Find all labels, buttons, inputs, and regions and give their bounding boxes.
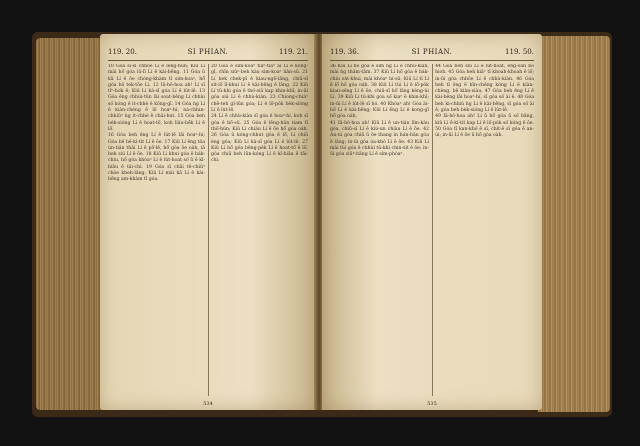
left-page-columns (108, 64, 308, 396)
left-header-ref-right: 119. 21. (279, 48, 308, 56)
right-column-1 (330, 64, 429, 396)
right-header-title: SI PHIAN. (411, 48, 453, 56)
text-block: 10 Góa si-sì chhōe Lí ê lêng-hûn; Kiû Lí mài hō͘ góa iû-lī Lí ê kài-bēng. 11 Góa ū kā Lí ê ōe chóng-khàm tī sim-koaⁿ, hō͘ góa bô tek-tōe Lí. 12 Iâ-hô-hoa ah! Lí sī tîⁿ-ho͘k ê; Kiû Lí kà-sī góa Lí ê lu̍t-lē. 13 Góa ēng chhùi-tûn lâi soat-bêng Lí chhùi só͘ kóng ê it-chhè ê kōng-gī. 14 Góa ǹg Lí ê kiàn-chèng ê lō͘ hoaⁿ-hí, ná-chhin-chhiūⁿ ǹg it-chhè ê châi-but. 15 Góa beh bèk-sióng Lí ê hoat-tō͘, koh liâu-bē̍k Lí ê lō͘. (108, 64, 205, 132)
left-header-title: SI PHIAN. (187, 48, 229, 56)
right-header-ref-right: 119. 50. (505, 48, 534, 56)
column-divider (208, 64, 209, 396)
page-number: 535 (427, 401, 437, 407)
text-block: 24 Lí ê chhù-kiàn sī góa ê hoaⁿ-hí, koh sī góa ê bô͘-sū. 25 Góa ê lêng-hûn tiam tī thô͘-hún; Kiû Lí chiàu Lí ê ōe hō͘ góa oa̍h. 26 Góa ū kóng-chhut góa ê lō͘, Lí chiū èng góa; Kiû Lí kà-sī góa Lí ê lu̍t-lē. 27 Kiû Lí hō͘ góa bêng-pe̍k Lí ê hoat-tō͘ ê lō͘, góa chiū beh lūn-kóng Lí ê kî-biāu ê tāi-chì. (211, 114, 308, 164)
left-page-header (108, 48, 308, 61)
text-block: 41 Iâ-hô-hoa ah! Kiû Lí ê un-tián lîm-kàu góa, chiū-sī Lí ê kiù-un chiàu Lí ê ōe. 42 Án-ni góa chiū ū ōe thang ìn hán-bān góa ê lâng; in-ūi góa óa-khò Lí ê ōe. 43 Kiû Lí mài tùi góa ê chhùi tû-khì chin-sit ê ōe; in-ūi góa siūⁿ-bāng Lí ê sím-phòaⁿ. (330, 120, 429, 158)
left-page (100, 34, 316, 410)
right-page (322, 34, 542, 410)
page-number: 534 (203, 401, 213, 407)
text-block: 16 Góa beh ēng Lí ê lu̍t-lē lâi hoaⁿ-hí; Góa bē bē-kì-tit Lí ê ōe. 17 Kiû Lí ēng tōa ún-tián thāi Lí ê pō͘-lê, hō͘ góa ōe oa̍h, iā beh siú Lí ê ōe. 18 Kiû Lí khui góa ê ba̍k-chiu, hō͘ góa khòaⁿ Lí ê lu̍t-hoat só͘ ū ê kî-biāu ê tāi-chì. 19 Góa sī chāi tē-chiūⁿ chòe kheh-lâng; Kiû Lí mài kā Lí ê kài-bēng am-khàm tī góa. (108, 133, 205, 183)
right-page-columns (330, 64, 534, 396)
text-block: 20 Góa ê sim-koaⁿ tiāⁿ-tiāⁿ ài Lí ê kong-gī, chīn siūⁿ-beh kàu sim-koaⁿ liân-sū. 21 Lí kek chek-pī ê kiau-ngō͘-lâng, chiū-sī sit-lō͘ lī-khui Lí ê kài-bēng ê lâng. 22 Kiû Lí tû-khì góa ê thó͘-siū kap khin-khī; in-ūi góa siú Lí ê chhù-kiàn. 23 Chiong-chiàⁿ chē-teh gī-lūn góa; Lí ê lō͘-po̍k bèk-sióng Lí ê lu̍t-lē. (211, 64, 308, 114)
text-block: 36 Kiû Lí hō͘ góa ê sim ǹg Lí ê chhù-kiàn, mài ǹg thâm-tâm. 37 Kiû Lí hō͘ góa ê ba̍k-chiu oa̍t-khui, mài khòaⁿ hí-sū; Kiû Lí tī Lí ê lō͘ hō͘ góa oa̍h. 38 Kiû Lí tùi Lí ê lô͘-po̍k kian-sêng Lí ê ōe, chiū-sī hō͘ lâng kèng-ùi Lí. 39 Kiû Lí tû-khì góa só͘ kiaⁿ ê khin-khī; in-ūi Lí ê lu̍t-lē sī hó. 40 Khòaⁿ ah! Góa ài-bō͘ Lí ê kài-bēng; Kiû Lí ēng Lí ê kong-gī hō͘ góa oa̍h. (330, 64, 429, 120)
text-block: 44 Góa beh siú Lí ê lu̍t-hoat, éng-oán bô hioh. 45 Góa beh kiâⁿ tī khoah-khoah ê lō͘; in-ūi góa chhōe Lí ê chhù-kiàn. 46 Góa beh tī ông ê bīn-chêng kóng Lí ê kiàn-chèng, bē kiàn-siàu. 47 Góa beh ēng Lí ê kài-bēng lâi hoaⁿ-hí, sī góa só͘ ài ê. 48 Góa beh kí-chhiú ǹg Lí ê kài-bēng, sī góa só͘ ài ê; góa beh bèk-sióng Lí ê lu̍t-lē. (435, 64, 534, 114)
right-header-ref: 119. 36. (330, 48, 359, 56)
page-edges-right (538, 36, 610, 412)
right-column-2 (435, 64, 534, 396)
left-header-ref: 119. 20. (108, 48, 137, 56)
left-column-2 (211, 64, 308, 396)
right-page-header (330, 48, 534, 61)
left-column-1 (108, 64, 205, 396)
page-edges-left (36, 38, 102, 410)
column-divider (432, 64, 433, 396)
text-block: 49 Iâ-hô-hoa ah! Lí ū hō͘ góa ū só͘ bāng, kiû Lí ē-kì-tit kap Lí ê lô͘-po̍k só͘ kóng ê ōe. 50 Góa tī kan-khó͘ ê sî, chit-ê sī góa ê an-ùi; in-ūi Lí ê ōe ū hō͘ góa oa̍h. (435, 114, 534, 139)
